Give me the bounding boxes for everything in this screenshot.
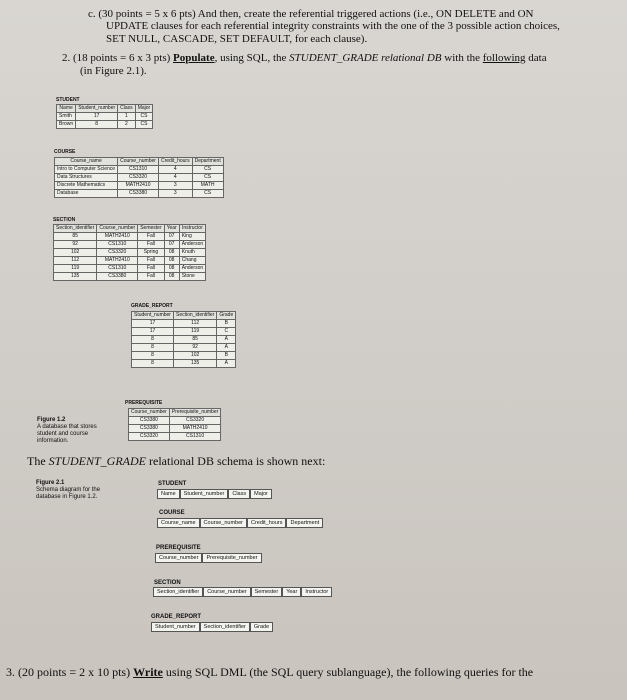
table-cell: CS3380 — [129, 425, 170, 433]
section-table — [53, 224, 206, 281]
schema-attribute: Year — [282, 587, 301, 597]
table-row — [55, 182, 224, 190]
table-cell: 3 — [158, 190, 192, 198]
table-cell: CS — [192, 190, 223, 198]
schema-student-title: STUDENT — [158, 481, 187, 487]
schema-attribute: Course_number — [203, 587, 250, 597]
table-cell: 119 — [54, 265, 97, 273]
question-c-line3: SET NULL, CASCADE, SET DEFAULT, for each clause). — [106, 33, 368, 45]
table-cell: B — [217, 352, 236, 360]
figure-2-1-desc-2: database in Figure 1.2. — [36, 494, 98, 500]
column-header: Section_identifier — [54, 225, 97, 233]
table-row — [132, 352, 236, 360]
column-header: Class — [118, 105, 136, 113]
prerequisite-header-row — [129, 409, 221, 417]
schema-attribute: Course_number — [200, 518, 247, 528]
column-header: Major — [135, 105, 153, 113]
table-cell: Fall — [138, 273, 164, 281]
section-header-row — [54, 225, 206, 233]
table-cell: CS3320 — [118, 174, 159, 182]
table-cell: 8 — [132, 344, 174, 352]
figure-2-1-title: Figure 2.1 — [36, 480, 65, 486]
schema-attribute: Grade — [250, 622, 273, 632]
table-cell: 8 — [132, 352, 174, 360]
table-cell: Fall — [138, 241, 164, 249]
figure-1-2-caption — [37, 417, 97, 445]
table-cell: 07 — [164, 233, 179, 241]
table-cell: CS — [192, 174, 223, 182]
table-row — [55, 166, 224, 174]
q2-end: data — [525, 52, 547, 64]
table-cell: B — [217, 320, 236, 328]
table-cell: 17 — [132, 320, 174, 328]
question-2-line1 — [62, 52, 547, 64]
schema-attribute: Credit_hours — [247, 518, 287, 528]
schema-attribute: Department — [286, 518, 323, 528]
table-row — [55, 190, 224, 198]
schema-attribute: Instructor — [301, 587, 332, 597]
table-cell: 4 — [158, 174, 192, 182]
grade-report-table-title: GRADE_REPORT — [131, 303, 173, 309]
schema-attribute: Student_number — [180, 489, 229, 499]
table-cell: King — [179, 233, 205, 241]
table-cell: 85 — [54, 233, 97, 241]
schema-attribute: Course_name — [157, 518, 200, 528]
table-cell: Chang — [179, 257, 205, 265]
table-row — [132, 344, 236, 352]
table-cell: C — [217, 328, 236, 336]
grade-report-table — [131, 311, 236, 368]
schema-attribute: Course_number — [155, 553, 202, 563]
table-cell: MATH2410 — [97, 233, 138, 241]
table-cell: 112 — [54, 257, 97, 265]
figure-1-2-desc-3: information. — [37, 438, 69, 444]
table-cell: CS1310 — [97, 241, 138, 249]
q3-write: Write — [133, 665, 163, 679]
table-cell: CS3320 — [97, 249, 138, 257]
table-cell: 08 — [164, 257, 179, 265]
column-header: Instructor — [179, 225, 205, 233]
table-cell: CS1310 — [97, 265, 138, 273]
table-cell: MATH2410 — [118, 182, 159, 190]
grade-report-header-row — [132, 312, 236, 320]
table-cell: MATH2410 — [97, 257, 138, 265]
table-cell: Fall — [138, 265, 164, 273]
table-cell: Anderson — [179, 265, 205, 273]
column-header: Course_number — [97, 225, 138, 233]
table-row — [129, 417, 221, 425]
column-header: Name — [57, 105, 76, 113]
table-cell: A — [217, 344, 236, 352]
table-row — [54, 273, 206, 281]
column-header: Prerequisite_number — [169, 409, 220, 417]
table-cell: 85 — [173, 336, 216, 344]
q2-prefix: 2. (18 points = 6 x 3 pts) — [62, 52, 174, 64]
table-cell: CS1310 — [118, 166, 159, 174]
schema-grade-report-title: GRADE_REPORT — [151, 614, 202, 620]
question-2-line2: (in Figure 2.1). — [80, 65, 147, 77]
schema-intro-pre: The — [27, 454, 49, 468]
schema-prerequisite-attrs — [155, 553, 262, 563]
table-cell: MATH — [192, 182, 223, 190]
column-header: Course_number — [129, 409, 170, 417]
table-cell: 92 — [54, 241, 97, 249]
q2-mid: , using SQL, the — [214, 52, 290, 64]
table-cell: Data Structures — [55, 174, 118, 182]
table-cell: Database — [55, 190, 118, 198]
table-cell: A — [217, 360, 236, 368]
table-cell: Anderson — [179, 241, 205, 249]
table-cell: Smith — [57, 113, 76, 121]
table-cell: 07 — [164, 241, 179, 249]
student-table — [56, 104, 153, 129]
table-cell: 112 — [173, 320, 216, 328]
figure-2-1-desc-1: Schema diagram for the — [36, 487, 101, 493]
figure-1-2-desc-2: student and course — [37, 431, 89, 437]
table-cell: CS3320 — [169, 417, 220, 425]
q3-prefix: 3. (20 points = 2 x 10 pts) — [6, 665, 134, 679]
schema-course-attrs — [157, 518, 323, 528]
table-cell: 08 — [164, 273, 179, 281]
prerequisite-table-title: PREREQUISITE — [125, 400, 163, 406]
table-cell: 119 — [173, 328, 216, 336]
schema-attribute: Student_number — [151, 622, 200, 632]
table-cell: MATH2410 — [169, 425, 220, 433]
table-cell: 4 — [158, 166, 192, 174]
schema-prerequisite-title: PREREQUISITE — [156, 545, 201, 551]
student-table-title: STUDENT — [56, 97, 80, 103]
prerequisite-table — [128, 408, 221, 441]
student-header-row — [57, 105, 153, 113]
schema-attribute: Major — [250, 489, 272, 499]
table-cell: 17 — [132, 328, 174, 336]
schema-section-attrs — [153, 587, 332, 597]
column-header: Course_name — [55, 158, 118, 166]
table-cell: 92 — [173, 344, 216, 352]
table-cell: CS3380 — [118, 190, 159, 198]
column-header: Credit_hours — [158, 158, 192, 166]
table-row — [57, 121, 153, 129]
q2-following: following — [482, 52, 526, 64]
column-header: Course_number — [118, 158, 159, 166]
column-header: Department — [192, 158, 223, 166]
table-cell: 08 — [164, 265, 179, 273]
q2-after: with the — [441, 52, 483, 64]
column-header: Section_identifier — [173, 312, 216, 320]
schema-attribute: Semester — [251, 587, 283, 597]
table-cell: CS3380 — [129, 417, 170, 425]
schema-grade-report-attrs — [151, 622, 273, 632]
table-cell: CS3320 — [129, 433, 170, 441]
table-row — [132, 360, 236, 368]
table-row — [129, 425, 221, 433]
table-row — [54, 265, 206, 273]
table-row — [54, 249, 206, 257]
schema-attribute: Section_identifier — [200, 622, 250, 632]
schema-attribute: Section_identifier — [153, 587, 203, 597]
table-cell: Intro to Computer Science — [55, 166, 118, 174]
course-table — [54, 157, 224, 198]
schema-section-title: SECTION — [154, 580, 181, 586]
table-row — [132, 320, 236, 328]
question-3-line — [6, 666, 533, 678]
table-cell: 102 — [54, 249, 97, 257]
column-header: Semester — [138, 225, 164, 233]
table-cell: 8 — [132, 336, 174, 344]
q2-populate: Populate — [173, 52, 215, 64]
table-cell: 1 — [118, 113, 136, 121]
schema-attribute: Class — [228, 489, 250, 499]
table-cell: 2 — [118, 121, 136, 129]
table-cell: CS1310 — [169, 433, 220, 441]
table-cell: Discrete Mathematics — [55, 182, 118, 190]
table-row — [129, 433, 221, 441]
table-row — [54, 241, 206, 249]
figure-1-2-title: Figure 1.2 — [37, 417, 66, 423]
table-cell: 8 — [132, 360, 174, 368]
table-cell: Fall — [138, 257, 164, 265]
table-cell: 17 — [76, 113, 118, 121]
table-row — [132, 336, 236, 344]
figure-2-1-caption — [36, 480, 100, 501]
question-c-line1: c. (30 points = 5 x 6 pts) And then, create the referential triggered actions (i.e., ON DELETE and ON — [88, 8, 534, 20]
q2-db-name: STUDENT_GRADE relational DB — [289, 52, 442, 64]
column-header: Grade — [217, 312, 236, 320]
schema-attribute: Prerequisite_number — [202, 553, 261, 563]
question-c-line2: UPDATE clauses for each referential integrity constraints with the one of the 3 possible action choices, — [106, 20, 560, 32]
schema-intro-post: relational DB schema is shown next: — [146, 454, 326, 468]
schema-attribute: Name — [157, 489, 180, 499]
column-header: Student_number — [76, 105, 118, 113]
table-cell: A — [217, 336, 236, 344]
table-cell: CS — [135, 121, 153, 129]
table-row — [57, 113, 153, 121]
table-row — [55, 174, 224, 182]
table-cell: 3 — [158, 182, 192, 190]
section-table-title: SECTION — [53, 217, 76, 223]
table-cell: Stone — [179, 273, 205, 281]
schema-intro-db: STUDENT_GRADE — [48, 454, 146, 468]
table-cell: CS — [192, 166, 223, 174]
table-row — [54, 257, 206, 265]
table-cell: 135 — [173, 360, 216, 368]
table-cell: 102 — [173, 352, 216, 360]
column-header: Student_number — [132, 312, 174, 320]
table-cell: Brown — [57, 121, 76, 129]
table-cell: 8 — [76, 121, 118, 129]
column-header: Year — [164, 225, 179, 233]
table-cell: 08 — [164, 249, 179, 257]
schema-intro — [27, 454, 325, 469]
table-cell: Fall — [138, 233, 164, 241]
table-cell: Spring — [138, 249, 164, 257]
figure-1-2-desc-1: A database that stores — [37, 424, 97, 430]
table-cell: CS — [135, 113, 153, 121]
table-cell: 135 — [54, 273, 97, 281]
schema-student-attrs — [157, 489, 272, 499]
table-row — [132, 328, 236, 336]
course-header-row — [55, 158, 224, 166]
table-cell: CS3380 — [97, 273, 138, 281]
course-table-title: COURSE — [54, 149, 76, 155]
q3-post: using SQL DML (the SQL query sublanguage), the following queries for the — [162, 665, 534, 679]
table-row — [54, 233, 206, 241]
table-cell: Knuth — [179, 249, 205, 257]
schema-course-title: COURSE — [159, 510, 185, 516]
